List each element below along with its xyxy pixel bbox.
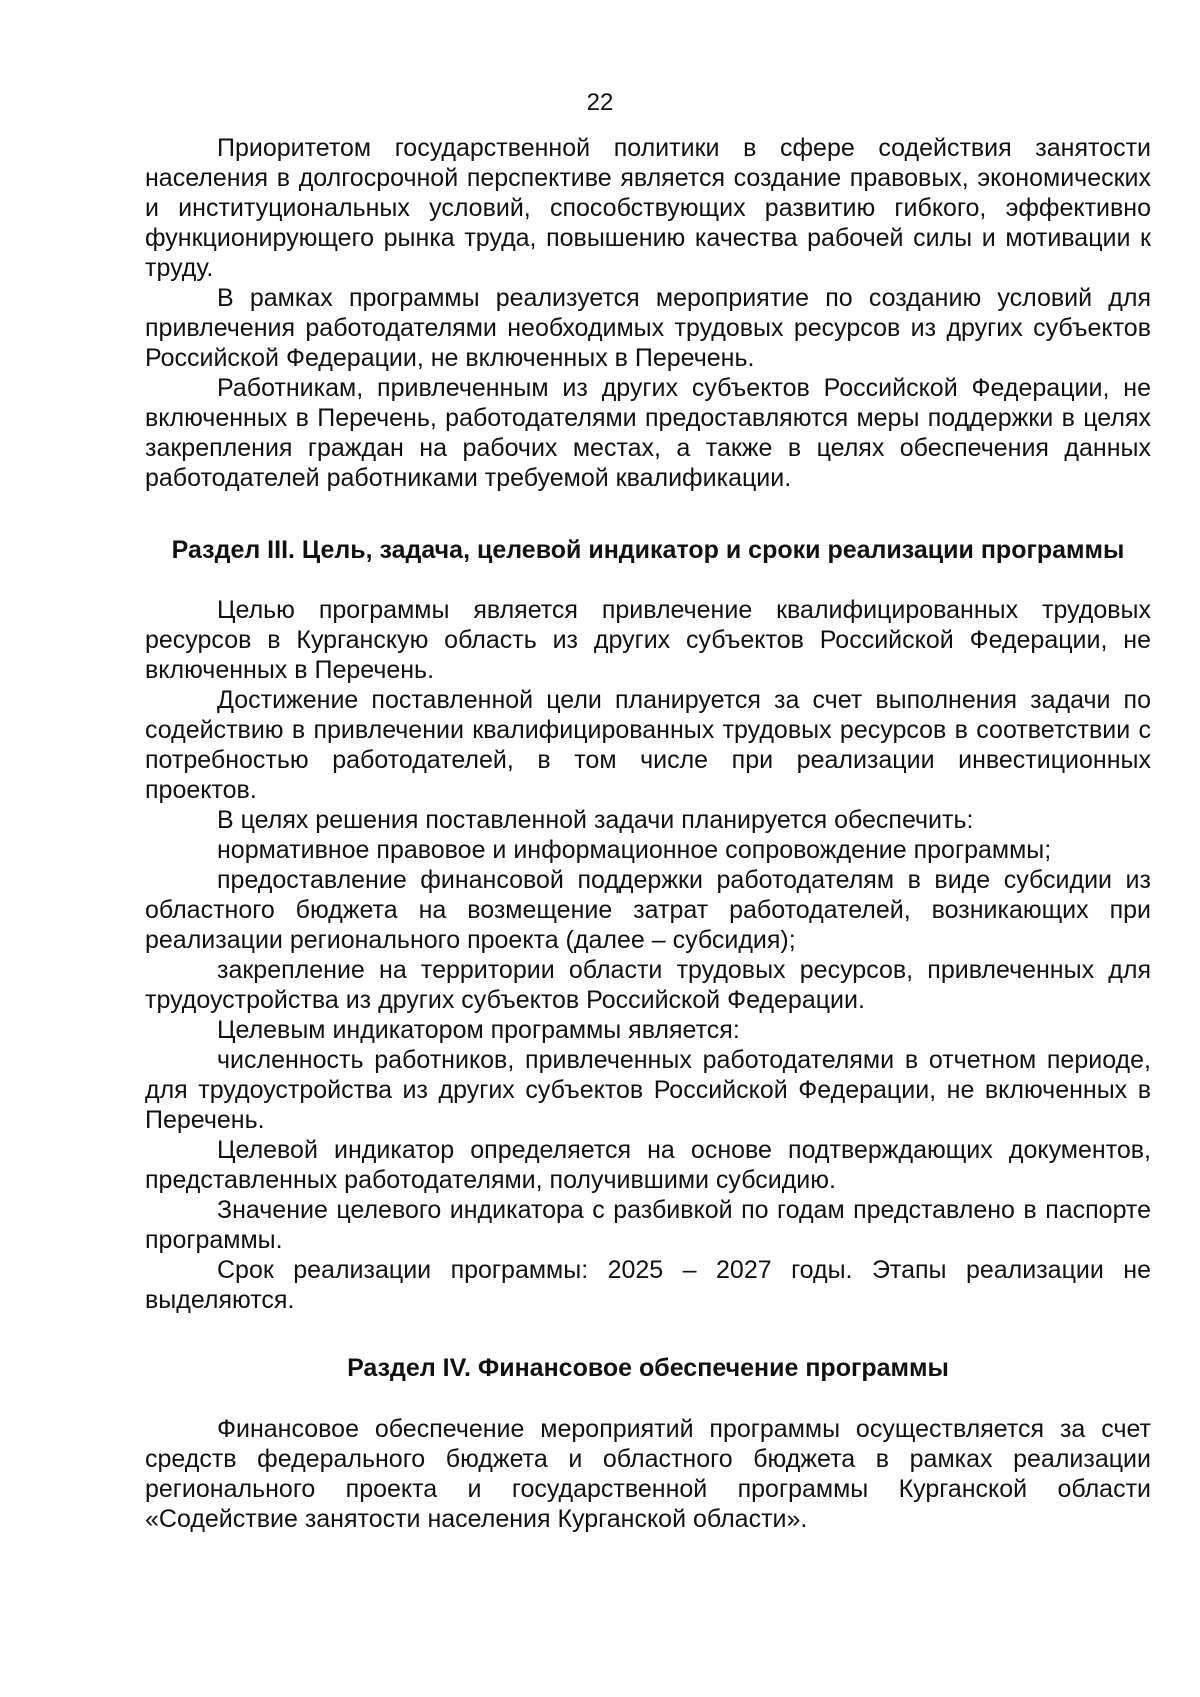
paragraph: Целевой индикатор определяется на основе подтверждающих документов, представленных работодателями, получившими субсидию.: [145, 1136, 1151, 1194]
section-3-heading: Раздел III. Цель, задача, целевой индикатор и сроки реализации программы: [171, 536, 1125, 564]
paragraph: Финансовое обеспечение мероприятий программы осуществляется за счет средств федерального бюджета и областного бюджета в рамках реализации регионального проекта и государственной программы Курганской области «Содействие занятости населения Курганской области».: [145, 1415, 1151, 1533]
paragraph: нормативное правовое и информационное сопровождение программы;: [217, 836, 1052, 864]
paragraph: предоставление финансовой поддержки работодателям в виде субсидии из областного бюджета на возмещение затрат работодателей, возникающих при реализации регионального проекта (далее – субсидия);: [145, 866, 1151, 954]
page-number: 22: [586, 89, 614, 116]
section-4-heading: Раздел IV. Финансовое обеспечение программы: [347, 1354, 949, 1382]
paragraph: В рамках программы реализуется мероприятие по созданию условий для привлечения работодателями необходимых трудовых ресурсов из других субъектов Российской Федерации, не включенных в Перечень.: [145, 284, 1151, 372]
paragraph: Целью программы является привлечение квалифицированных трудовых ресурсов в Курганскую область из других субъектов Российской Федерации, не включенных в Перечень.: [145, 596, 1151, 684]
paragraph: Приоритетом государственной политики в сфере содействия занятости населения в долгосрочной перспективе является создание правовых, экономических и институциональных условий, способствующих развитию гибкого, эффективно функционирующего рынка труда, повышению качества рабочей силы и мотивации к труду.: [145, 134, 1151, 282]
paragraph: Работникам, привлеченным из других субъектов Российской Федерации, не включенных в Перечень, работодателями предоставляются меры поддержки в целях закрепления граждан на рабочих местах, а также в целях обеспечения данных работодателей работниками требуемой квалификации.: [145, 374, 1151, 492]
section-4-body: [145, 1414, 1151, 1534]
paragraph: Достижение поставленной цели планируется за счет выполнения задачи по содействию в привлечении квалифицированных трудовых ресурсов в соответствии с потребностью работодателей, в том числе при реализации инвестиционных проектов.: [145, 686, 1151, 804]
paragraph: Срок реализации программы: 2025 – 2027 годы. Этапы реализации не выделяются.: [145, 1256, 1151, 1314]
paragraph: численность работников, привлеченных работодателями в отчетном периоде, для трудоустройства из других субъектов Российской Федерации, не включенных в Перечень.: [145, 1046, 1151, 1134]
paragraph: Значение целевого индикатора с разбивкой по годам представлено в паспорте программы.: [145, 1196, 1151, 1254]
paragraph: закрепление на территории области трудовых ресурсов, привлеченных для трудоустройства из других субъектов Российской Федерации.: [145, 956, 1151, 1014]
intro-section: [145, 133, 1151, 493]
paragraph: В целях решения поставленной задачи планируется обеспечить:: [217, 806, 974, 834]
paragraph: Целевым индикатором программы является:: [217, 1016, 740, 1044]
section-3-body: [145, 595, 1151, 1315]
